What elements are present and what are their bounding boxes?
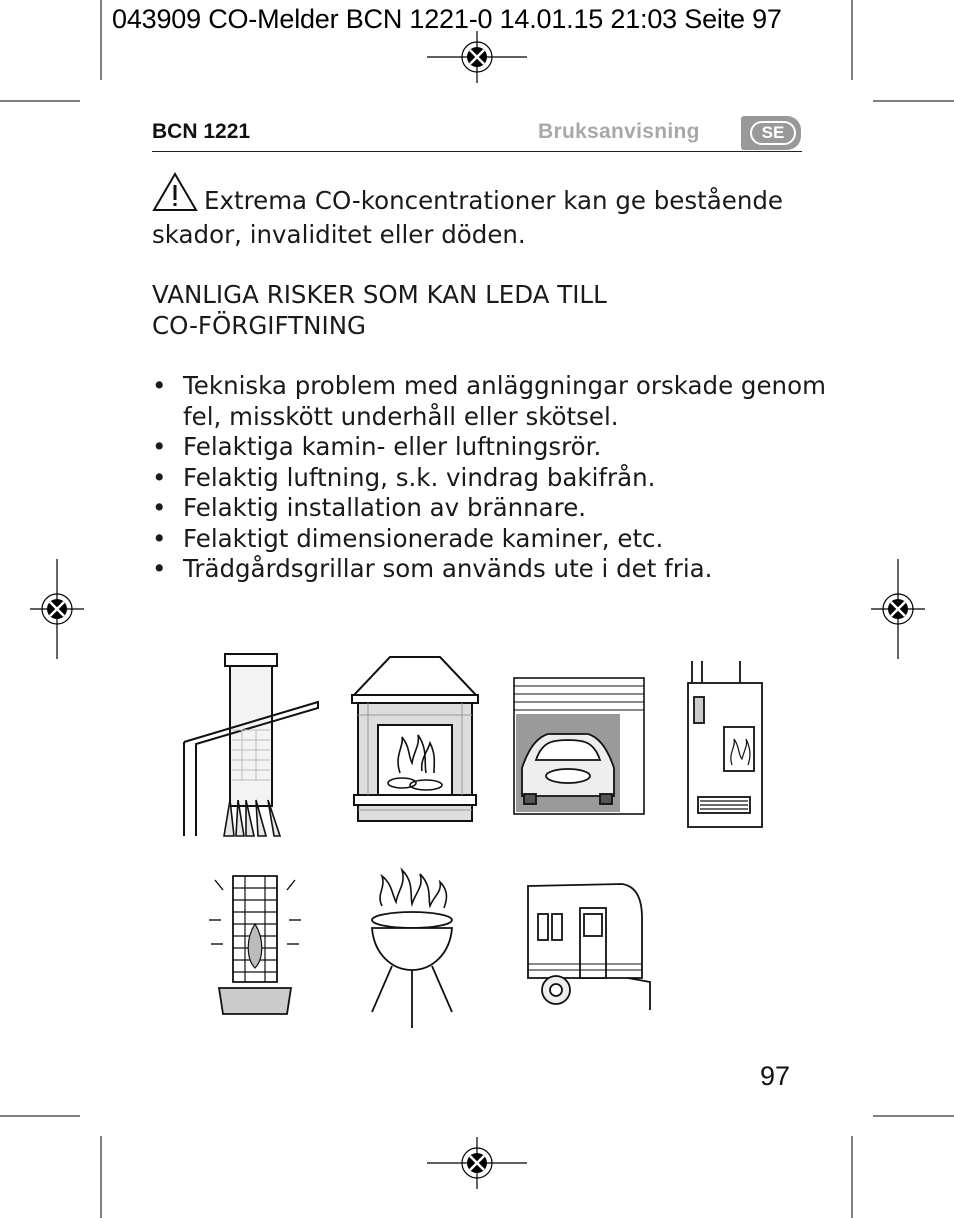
risk-heading-line: VANLIGA RISKER SOM KAN LEDA TILL [152, 280, 607, 309]
list-item: • Felaktiga kamin- eller luftningsrör. [152, 432, 602, 461]
list-item: • Tekniska problem med anläggningar orskade genom fel, misskött underhåll eller skötsel. [152, 371, 826, 431]
list-item: • Trädgårdsgrillar som används ute i det fria. [152, 554, 713, 583]
list-item: • Felaktigt dimensionerade kaminer, etc. [152, 523, 664, 553]
warning-triangle-icon [152, 172, 198, 220]
caravan-illustration [524, 878, 654, 1014]
fireplace-illustration [350, 655, 480, 823]
list-item: • Felaktig luftning, s.k. vindrag bakifrån. [152, 462, 656, 492]
chimney-illustration [180, 650, 325, 838]
registration-mark-icon [871, 559, 925, 659]
page-number: 97 [760, 1061, 791, 1091]
warning-text: Extrema CO-koncentrationer kan ge bestående skador, invaliditet eller döden. [152, 186, 783, 249]
model-title: BCN 1221 [152, 120, 251, 143]
registration-mark-icon [30, 559, 84, 659]
list-item-text: Trädgårdsgrillar som används ute i det fria. [183, 554, 713, 583]
header-rule [152, 151, 802, 152]
language-badge-label: SE [750, 121, 796, 145]
barbecue-grill-illustration [362, 862, 462, 1032]
registration-mark-icon [427, 1137, 527, 1189]
list-item-text: Felaktig installation av brännare. [183, 493, 587, 522]
risk-heading-line: CO-FÖRGIFTNING [152, 310, 367, 340]
list-item-text: Felaktigt dimensionerade kaminer, etc. [183, 523, 664, 553]
manual-label: Bruksanvisning [538, 120, 700, 143]
language-badge [741, 116, 801, 150]
registration-mark-icon [427, 31, 527, 83]
risk-heading [152, 280, 812, 341]
list-item-text: Felaktiga kamin- eller luftningsrör. [183, 432, 602, 461]
boiler-illustration [684, 659, 764, 829]
gas-heater-illustration [205, 870, 305, 1018]
list-item-text: Felaktig luftning, s.k. vindrag bakifrån. [183, 462, 656, 492]
risk-list [152, 371, 832, 585]
warning-paragraph [152, 172, 812, 250]
list-item: • Felaktig installation av brännare. [152, 493, 587, 522]
print-slug: 043909 CO-Melder BCN 1221-0 14.01.15 21:03 Seite 97 [112, 4, 782, 34]
list-item-text: Tekniska problem med anläggningar orskade genom fel, misskött underhåll eller skötsel. [183, 371, 826, 431]
garage-car-illustration [512, 676, 647, 816]
